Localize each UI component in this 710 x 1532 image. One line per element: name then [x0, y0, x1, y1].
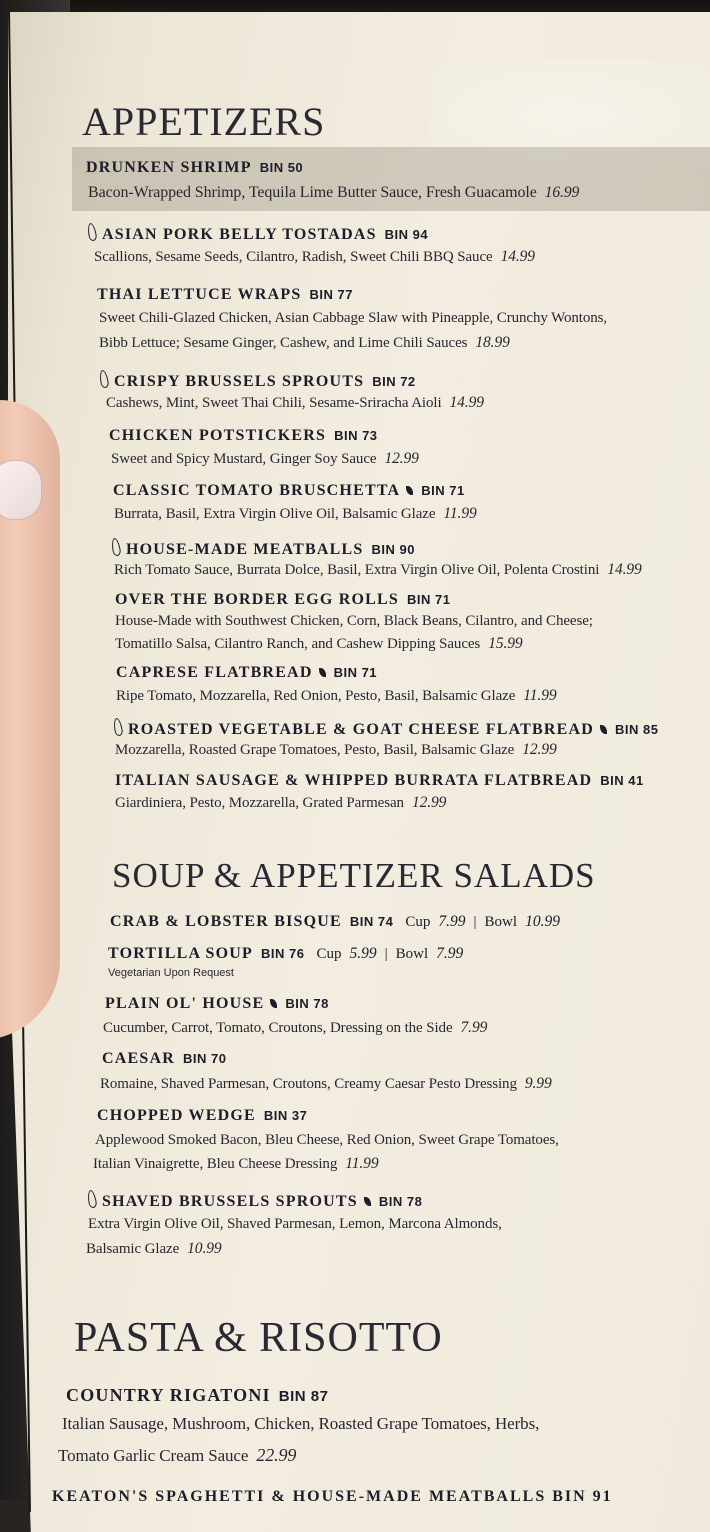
price-separator: | [384, 946, 388, 962]
item-name [88, 1190, 422, 1211]
item-name [102, 1050, 226, 1068]
bowl-price: 7.99 [436, 945, 464, 962]
soups-section-title: SOUP & APPETIZER SALADS [112, 856, 596, 895]
vegetarian-leaf-icon [319, 668, 326, 677]
next-item-cutoff: KEATON'S SPAGHETTI & HOUSE-MADE MEATBALLS BIN 91 [52, 1488, 613, 1505]
bin-number: BIN 77 [309, 287, 353, 302]
item-title: SHAVED BRUSSELS SPROUTS [102, 1193, 358, 1210]
item-description: Scallions, Sesame Seeds, Cilantro, Radish, Sweet Chili BBQ Sauce 14.99 [94, 248, 535, 265]
item-name [105, 995, 329, 1013]
bin-number: BIN 37 [263, 1108, 308, 1123]
item-title: TORTILLA SOUP [108, 945, 254, 962]
item-description: Bibb Lettuce; Sesame Ginger, Cashew, and Lime Chili Sauces 18.99 [99, 334, 510, 351]
item-price: 12.99 [411, 794, 447, 811]
item-name [110, 913, 560, 931]
bin-number: BIN 50 [259, 160, 304, 175]
item-name [108, 945, 463, 963]
item-description: Bacon-Wrapped Shrimp, Tequila Lime Butter Sauce, Fresh Guacamole 16.99 [88, 184, 580, 201]
item-description: Applewood Smoked Bacon, Bleu Cheese, Red Onion, Sweet Grape Tomatoes, [95, 1132, 559, 1148]
item-title: CAPRESE FLATBREAD [116, 664, 313, 681]
spicy-flame-icon [86, 1189, 97, 1208]
item-price: 22.99 [256, 1445, 297, 1465]
item-description: House-Made with Southwest Chicken, Corn, Black Beans, Cilantro, and Cheese; [115, 613, 593, 629]
soup-prices [405, 914, 560, 930]
spicy-flame-icon [110, 537, 121, 556]
item-description: Romaine, Shaved Parmesan, Croutons, Creamy Caesar Pesto Dressing 9.99 [100, 1075, 552, 1092]
bin-number: BIN 71 [333, 665, 378, 680]
item-description: Rich Tomato Sauce, Burrata Dolce, Basil, Extra Virgin Olive Oil, Polenta Crostini 14.99 [114, 561, 642, 578]
item-price: 9.99 [524, 1075, 552, 1092]
bin-number: BIN 90 [371, 542, 415, 557]
item-title: ITALIAN SAUSAGE & WHIPPED BURRATA FLATBREAD [115, 772, 593, 789]
item-name [88, 223, 428, 244]
item-description: Giardiniera, Pesto, Mozzarella, Grated Parmesan 12.99 [115, 794, 447, 811]
vegetarian-leaf-icon [364, 1197, 371, 1206]
item-description: Sweet Chili-Glazed Chicken, Asian Cabbage Slaw with Pineapple, Crunchy Wontons, [99, 310, 608, 326]
bin-number: BIN 85 [615, 722, 659, 737]
item-title: COUNTRY RIGATONI [66, 1385, 271, 1405]
item-name [116, 664, 377, 682]
vegetarian-leaf-icon [270, 999, 277, 1008]
bin-number: BIN 41 [600, 773, 644, 788]
item-description: Italian Vinaigrette, Bleu Cheese Dressing 11.99 [93, 1155, 379, 1172]
item-price: 10.99 [187, 1240, 222, 1257]
item-description: Balsamic Glaze 10.99 [86, 1240, 222, 1257]
item-name [109, 427, 378, 445]
item-price: 11.99 [443, 505, 477, 522]
vegetarian-leaf-icon [600, 725, 607, 734]
item-name [115, 772, 644, 790]
appetizers-section-title: APPETIZERS [82, 99, 326, 144]
item-description: Ripe Tomato, Mozzarella, Red Onion, Pesto, Basil, Balsamic Glaze 11.99 [116, 687, 557, 704]
item-name [97, 286, 353, 304]
item-title: CRAB & LOBSTER BISQUE [110, 913, 342, 930]
item-price: 15.99 [488, 635, 523, 652]
item-title: OVER THE BORDER EGG ROLLS [115, 591, 399, 608]
bin-number: BIN 78 [285, 996, 329, 1011]
bin-number: BIN 76 [261, 946, 305, 961]
bin-number: BIN 78 [378, 1194, 423, 1209]
item-title: THAI LETTUCE WRAPS [97, 286, 302, 303]
item-description: Italian Sausage, Mushroom, Chicken, Roasted Grape Tomatoes, Herbs, [62, 1414, 540, 1433]
item-name [112, 538, 415, 559]
item-price: 12.99 [522, 741, 557, 758]
item-description: Tomatillo Salsa, Cilantro Ranch, and Cashew Dipping Sauces 15.99 [115, 635, 523, 652]
item-title: CLASSIC TOMATO BRUSCHETTA [113, 482, 401, 499]
item-description: Tomato Garlic Cream Sauce 22.99 [58, 1445, 297, 1465]
item-name [97, 1107, 307, 1125]
item-title: ROASTED VEGETABLE & GOAT CHEESE FLATBREAD [128, 721, 595, 738]
item-price: 11.99 [523, 687, 557, 704]
item-name [86, 159, 303, 177]
bin-number: BIN 72 [372, 374, 416, 389]
item-title: CRISPY BRUSSELS SPROUTS [114, 373, 365, 390]
pasta-section-title: PASTA & RISOTTO [74, 1315, 443, 1361]
vegetarian-leaf-icon [406, 486, 413, 495]
price-separator: | [473, 914, 477, 930]
item-title: CHICKEN POTSTICKERS [109, 427, 327, 444]
item-price: 14.99 [607, 561, 642, 578]
bin-number: BIN 94 [384, 227, 429, 242]
thumbnail [0, 460, 42, 520]
item-name [100, 370, 416, 391]
bowl-price: 10.99 [525, 913, 560, 930]
item-title: CAESAR [102, 1050, 175, 1067]
cup-label: Cup [405, 914, 431, 930]
item-name [66, 1385, 328, 1406]
item-description: Mozzarella, Roasted Grape Tomatoes, Pesto, Basil, Balsamic Glaze 12.99 [115, 741, 557, 758]
item-description: Burrata, Basil, Extra Virgin Olive Oil, Balsamic Glaze 11.99 [114, 505, 477, 522]
bin-number: BIN 71 [421, 483, 465, 498]
item-price: 18.99 [475, 334, 510, 351]
item-title: HOUSE-MADE MEATBALLS [126, 541, 364, 558]
soup-prices [316, 946, 463, 962]
item-description: Cucumber, Carrot, Tomato, Croutons, Dressing on the Side 7.99 [103, 1019, 488, 1036]
item-title: ASIAN PORK BELLY TOSTADAS [102, 226, 377, 243]
item-price: 7.99 [460, 1019, 488, 1036]
item-price: 14.99 [500, 248, 535, 265]
item-name [115, 591, 450, 609]
item-price: 11.99 [345, 1155, 379, 1172]
item-price: 12.99 [384, 450, 419, 467]
item-price: 14.99 [449, 394, 484, 411]
bin-number: BIN 74 [349, 914, 394, 929]
item-price: 16.99 [544, 184, 580, 201]
bowl-label: Bowl [484, 914, 518, 930]
spicy-flame-icon [86, 222, 97, 241]
cup-label: Cup [316, 946, 342, 962]
bowl-label: Bowl [395, 946, 429, 962]
item-description: Extra Virgin Olive Oil, Shaved Parmesan, Lemon, Marcona Almonds, [88, 1216, 502, 1232]
item-name [114, 718, 659, 739]
item-note: Vegetarian Upon Request [108, 967, 234, 979]
item-title: DRUNKEN SHRIMP [86, 159, 252, 176]
item-title: PLAIN OL' HOUSE [105, 995, 265, 1012]
bin-number: BIN 87 [278, 1388, 329, 1405]
cup-price: 5.99 [349, 945, 377, 962]
bin-number: BIN 71 [406, 592, 451, 607]
bin-number: BIN 73 [334, 428, 378, 443]
cup-price: 7.99 [438, 913, 466, 930]
bin-number: BIN 70 [183, 1051, 227, 1066]
item-description: Cashews, Mint, Sweet Thai Chili, Sesame-Sriracha Aioli 14.99 [106, 394, 484, 411]
spicy-flame-icon [112, 717, 123, 736]
spicy-flame-icon [98, 369, 109, 388]
item-title: CHOPPED WEDGE [97, 1107, 256, 1124]
item-name [113, 482, 465, 500]
item-description: Sweet and Spicy Mustard, Ginger Soy Sauce 12.99 [111, 450, 419, 467]
